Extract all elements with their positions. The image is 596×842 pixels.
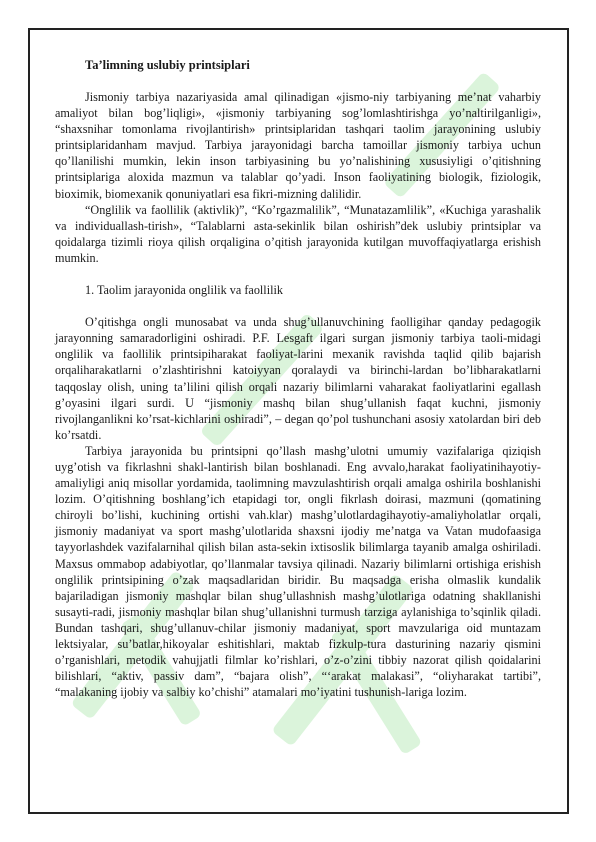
- document-title: Ta’limning uslubiy printsiplari: [85, 58, 250, 72]
- paragraph: O’qitishga ongli munosabat va unda shug’ullanuvchining faolligihar qanday pedagogik jarayonning samaradorligini oshiradi. P.F. Lesgaft ilgari surgan jismoniy tarbiya taoli-midagi onglilik va faollilik printsipiharakat faoliyat-larini mexanik ravishda taqlid qilib bajarish orqaliharakatlarni o’zlashtirishni katoiyyan qoralaydi va birinchi-lardan bo’libharakatlarni taqqoslay olish, uning ta’lilini qilish orqali nazariy bilimlarni vaharakat faoliyatlarini egallash g’oyasini ilgari surdi. U “jismoniy mashq bilan shug’ullanish faqat kuchni, jismoniy rivojlanganlikni ko’rsat-kichlarini oshiradi”, – degan qo’pol tushunchani asosiy xatolardan biri deb ko’rsatdi.: [55, 315, 541, 442]
- document-body: [55, 57, 541, 700]
- paragraph: Tarbiya jarayonida bu printsipni qo’llash mashg’ulotni umumiy vazifalariga qiziqish uyg’otish va fikrlashni shakl-lantirish bilan boshlanadi. Eng avvalo,harakat faoliyatinihayotiy-amaliyligi aniq misollar yordamida, taolimning mavzulashtirish orqali amalga oshirila boshlanishi lozim. O’qitishning boshlang’ich etapidagi tor, ongli fikrlash doirasi, mazmuni (qomatining chiroyli bo’lishi, kuchining ortishi vah.klar) mashg’ulotlardagihayotiy-amaliyholatlar orqali, jismoniy madaniyat va sport mashg’ulotlarida shaxsni ijodiy me’natga va Vatan mudofaasiga tayyorlashdek vazifalarnihal qilish bilan asta-sekin ixtisoslik bilimlarga tayanib amalga oshiriladi. Maxsus ommabop adabiyotlar, qo’llanmalar tavsiya qilinadi. Nazariy bilimlarni ortishiga erishish onglilik printsipining o’zak maqsadlaridan biridir. Bu maqsadga erisha olmaslik kundalik bajariladigan jismoniy mashqlar bilan shug’ullashnish mashg’ulotlariga odatning shakllanishi susayti-radi, jismoniy mashqlar bilan shug’ullanishni turmush tarziga aylanishiga to’sqinlik qiladi. Bundan tashqari, shug’ullanuv-chilar jismoniy madaniyat, sport mavzulariga oid muntazam lektsiyalar, su’batlar,hikoyalar eshitishlari, maktab fizkulp-tura dasturining nazariy qismini o’rganishlari, metodik vahujjatli filmlar ko’rishlari, o’z-o’zini tibbiy nazorat qilish qoidalarini bilishlari, “aktiv, passiv dam”, “bajara olish”, “‘arakat malakasi”, “oliyharakat tartibi”, “malakaning ijobiy va salbiy ko’chishi” atamalari mo’iyatini tushunish-lariga lozim.: [55, 443, 541, 700]
- paragraph: Jismoniy tarbiya nazariyasida amal qilinadigan «jismo-niy tarbiyaning me’nat vaharbiy amaliyot bilan bog’liqligi», «jismoniy tarbiyaning sog’lomlashtirishga yo’naltirilganligi», “shaxsnihar tomonlama rivojlantirish» printsiplaridan tashqari taolim jarayonining uslubiy printsiplaridanham mavjud. Tarbiya jarayonidagi barcha tamoillar jismoniy tarbiya uchun qo’llanilishi mumkin, lekin inson tarbiyasining bu yo’nalishining xususiyligi o’qitishning printsiplariga aloxida mazmun va talablar qo’yadi. Inson faoliyatining biologik, fiziologik, bioximik, biomexanik qonuniyatlari esa fikri-mizning dalilidir.: [55, 90, 541, 201]
- section-heading: 1. Taolim jarayonida onglilik va faollilik: [85, 283, 283, 298]
- paragraph: “Onglilik va faollilik (aktivlik)”, “Ko’rgazmalilik”, “Munatazamlilik”, «Kuchiga yarashalik va individuallash-tirish», “Talablarni asta-sekinlik bilan oshirish”dek uslubiy printsiplar va qoidalarga tizimli rioya qilish orqaligina o’qitish jarayonida kutilgan muvoffaqiyatlarga erishish mumkin.: [55, 202, 541, 265]
